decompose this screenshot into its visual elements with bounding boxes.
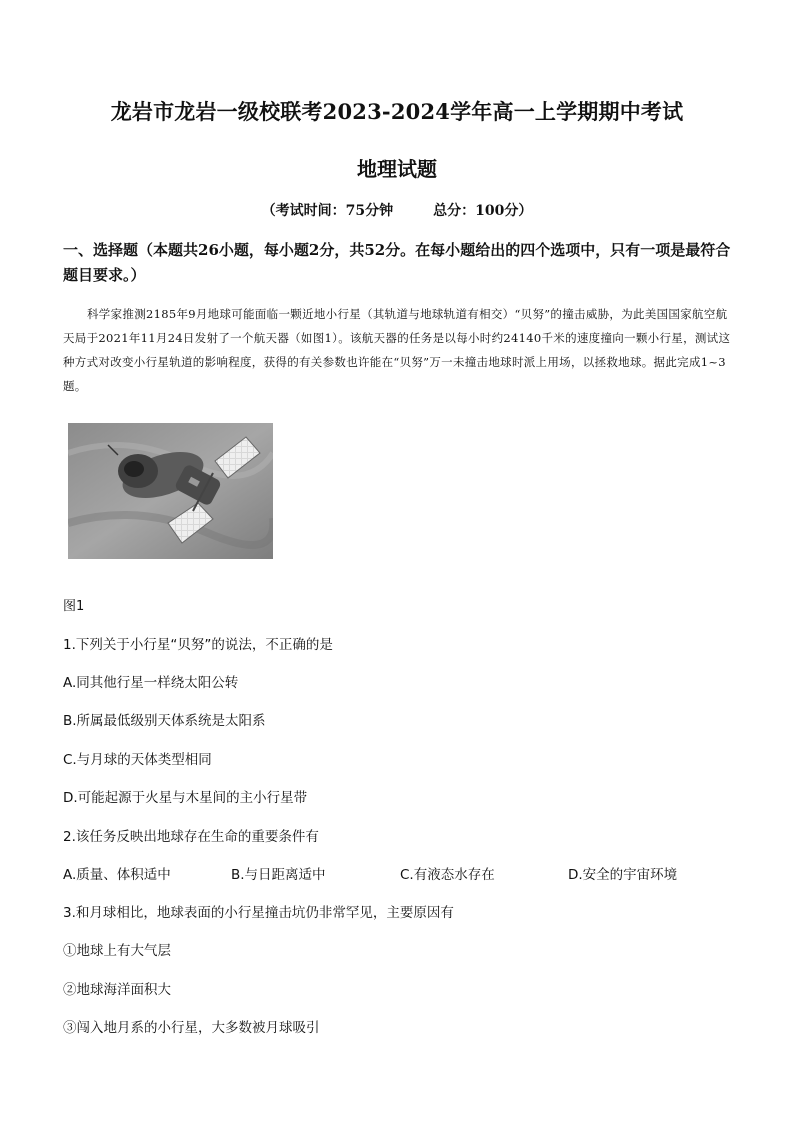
question-1-option-d: D.可能起源于火星与木星间的主小行星带	[63, 790, 308, 806]
spacecraft-figure	[68, 423, 273, 559]
question-2-stem: 2.该任务反映出地球存在生命的重要条件有	[63, 829, 319, 845]
reading-passage: 科学家推测2185年9月地球可能面临一颗近地小行星（其轨道与地球轨道有相交）“贝努”的撞击威胁，为此美国国家航空航天局于2021年11月24日发射了一个航天器（如图1）。该航天器的任务是以每小时约24140千米的速度撞向一颗小行星，测试这种方式对改变小行星轨道的影响程度，获得的有关参数也许能在“贝努”万一未撞击地球时派上用场，以拯救地球。据此完成1~3题。	[63, 307, 731, 393]
question-3-statement-1: ①地球上有大气层	[63, 943, 171, 959]
question-3-statement-3: ③闯入地月系的小行星，大多数被月球吸引	[63, 1020, 320, 1036]
question-1-stem: 1.下列关于小行星“贝努”的说法，不正确的是	[63, 637, 333, 653]
exam-title: 龙岩市龙岩一级校联考2023-2024学年高一上学期期中考试	[110, 99, 684, 124]
section-heading: 一、选择题（本题共26小题，每小题2分，共52分。在每小题给出的四个选项中，只有一项是最符合题目要求。）	[63, 241, 731, 284]
figure-caption: 图1	[63, 599, 85, 614]
question-1-option-b: B.所属最低级别天体系统是太阳系	[63, 713, 266, 729]
question-1-option-a: A.同其他行星一样绕太阳公转	[63, 675, 239, 691]
spacecraft-image	[68, 423, 273, 559]
question-2-option-d: D.安全的宇宙环境	[568, 867, 678, 883]
exam-score: 总分：100分）	[433, 203, 533, 219]
question-2-option-b: B.与日距离适中	[231, 867, 326, 883]
question-3-stem: 3.和月球相比，地球表面的小行星撞击坑仍非常罕见，主要原因有	[63, 905, 454, 921]
exam-subtitle: 地理试题	[357, 157, 437, 181]
exam-info	[0, 200, 794, 220]
exam-time: （考试时间：75分钟	[261, 203, 394, 219]
question-2-option-c: C.有液态水存在	[400, 867, 495, 883]
question-2-option-a: A.质量、体积适中	[63, 867, 171, 883]
question-3-statement-2: ②地球海洋面积大	[63, 982, 171, 998]
question-1-option-c: C.与月球的天体类型相同	[63, 752, 212, 768]
